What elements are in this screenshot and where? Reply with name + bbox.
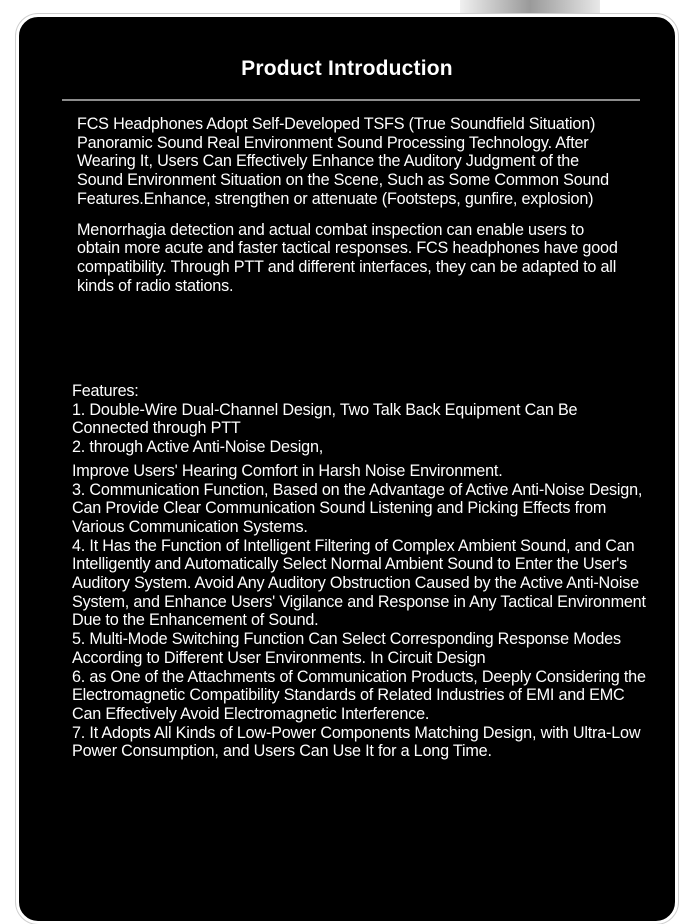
feature-item: 3. Communication Function, Based on the Advantage of Active Anti-Noise Design, Can Provide Clear Communication Sound Listening and Picking Effects from Various Communication Systems. xyxy=(72,480,643,536)
background-photo-edge xyxy=(460,0,600,14)
feature-item: 4. It Has the Function of Intelligent Filtering of Complex Ambient Sound, and Can Intelligently and Automatically Select Normal Ambient Sound to Enter the User's Auditory System. Avoid Any Auditory Obstruction Caused by the Active Anti-Noise System, and Enhance Users' Vigilance and Response in Any Tactical Environment Due to the Enhancement of Sound. xyxy=(72,536,646,630)
title-divider xyxy=(62,99,640,101)
feature-item: 5. Multi-Mode Switching Function Can Select Corresponding Response Modes According to Different User Environments. In Circuit Design xyxy=(72,630,621,667)
features-section xyxy=(72,382,652,761)
feature-item: 2. through Active Anti-Noise Design, xyxy=(72,438,324,457)
feature-item: 6. as One of the Attachments of Communication Products, Deeply Considering the Electromagnetic Compatibility Standards of Related Industries of EMI and EMC Can Effectively Avoid Electromagnetic Interference. xyxy=(72,667,646,723)
intro-paragraph-2: Menorrhagia detection and actual combat inspection can enable users to obtain more acute and faster tactical responses. FCS headphones have good compatibility. Through PTT and different interfaces, they can be adapted to all kinds of radio stations. xyxy=(77,220,618,295)
intro-section xyxy=(77,115,622,307)
product-intro-panel xyxy=(16,14,678,924)
intro-paragraph-1: FCS Headphones Adopt Self-Developed TSFS (True Soundfield Situation) Panoramic Sound Real Environment Sound Processing Technology. After Wearing It, Users Can Effectively Enhance the Auditory Judgment of the Sound Environment Situation on the Scene, Such as Some Common Sound Features.Enhance, strengthen or attenuate (Footsteps, gunfire, explosion) xyxy=(77,115,609,208)
feature-item: 7. It Adopts All Kinds of Low-Power Components Matching Design, with Ultra-Low Power Consumption, and Users Can Use It for a Long Time. xyxy=(72,723,641,761)
feature-item: Improve Users' Hearing Comfort in Harsh Noise Environment. xyxy=(72,461,503,480)
feature-item: 1. Double-Wire Dual-Channel Design, Two Talk Back Equipment Can Be Connected through PTT xyxy=(72,400,578,438)
page-title: Product Introduction xyxy=(241,57,453,80)
features-heading: Features: xyxy=(72,382,139,400)
